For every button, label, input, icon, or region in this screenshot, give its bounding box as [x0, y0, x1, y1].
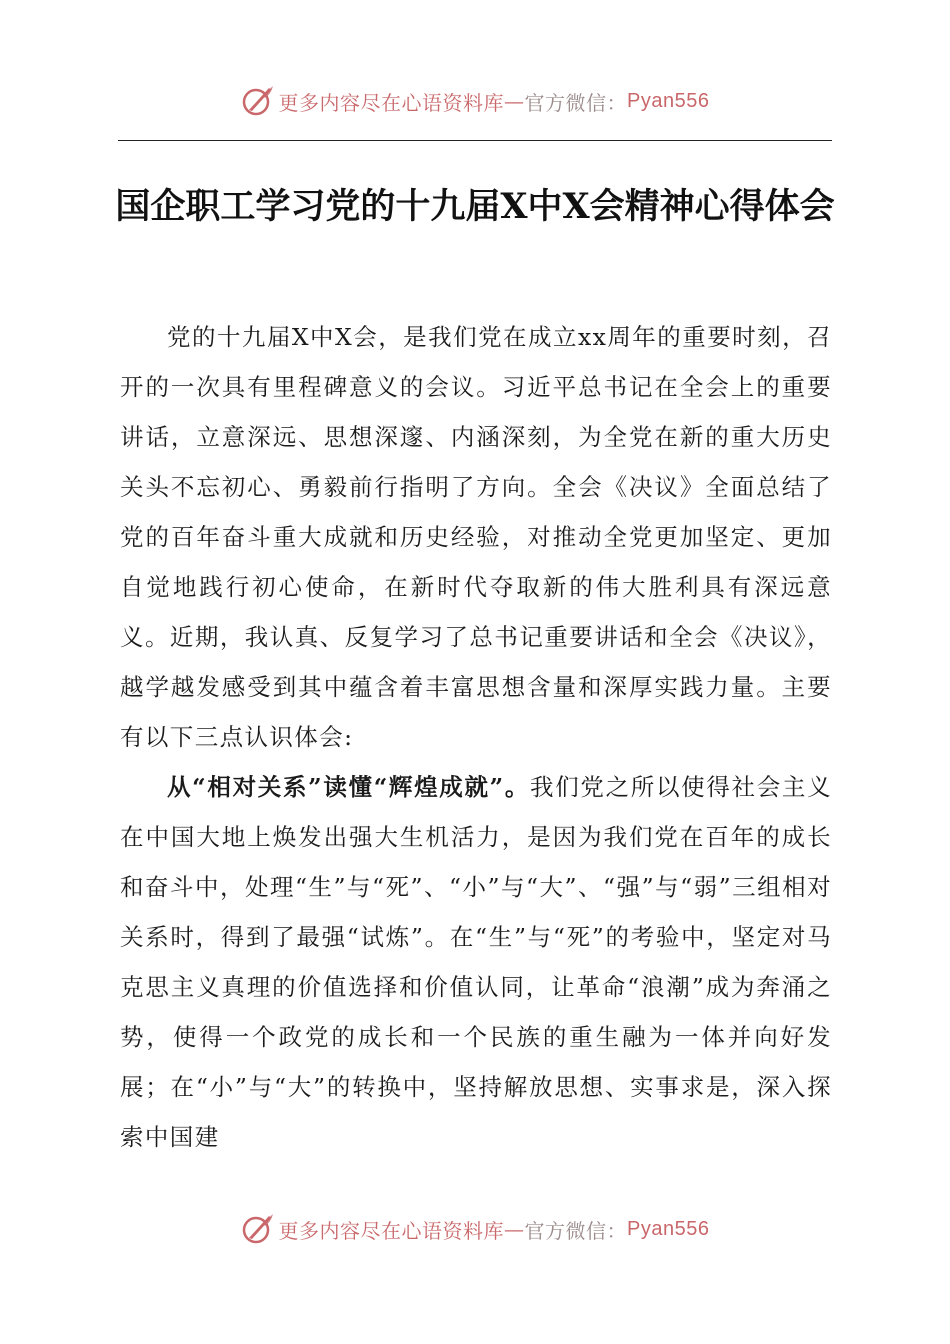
footer-watermark — [0, 1212, 950, 1246]
header-watermark — [0, 84, 950, 118]
watermark-separator: — — [504, 1217, 525, 1241]
document-title: 国企职工学习党的十九届X中X会精神心得体会 — [115, 186, 835, 227]
quill-logo-icon — [241, 1212, 275, 1246]
watermark-separator: — — [504, 89, 525, 113]
paragraph-intro — [120, 312, 832, 762]
watermark-text: 更多内容尽在心语资料库 — [278, 1218, 505, 1243]
watermark-id: Pyan556 — [627, 89, 710, 112]
quill-logo-icon — [241, 84, 275, 118]
watermark-label: 官方微信： — [524, 1218, 628, 1243]
paragraph-text: 党的十九届X中X会，是我们党在成立xx周年的重要时刻，召开的一次具有里程碑意义的会议。习近平总书记在全会上的重要讲话，立意深远、思想深邃、内涵深刻，为全党在新的重大历史关头不忘初心、勇毅前行指明了方向。全会《决议》全面总结了党的百年奋斗重大成就和历史经验，对推动全党更加坚定、更加自觉地践行初心使命，在新时代夺取新的伟大胜利具有深远意义。近期，我认真、反复学习了总书记重要讲话和全会《决议》，越学越发感受到其中蕴含着丰富思想含量和深厚实践力量。主要有以下三点认识体会: — [120, 323, 832, 751]
document-body — [120, 312, 832, 1162]
header-divider — [118, 140, 832, 141]
paragraph-text: 我们党之所以使得社会主义在中国大地上焕发出强大生机活力，是因为我们党在百年的成长和奋斗中，处理“生”与“死”、“小”与“大”、“强”与“弱”三组相对关系时，得到了最强“试炼”。在“生”与“死”的考验中，坚定对马克思主义真理的价值选择和价值认同，让革命“浪潮”成为奔涌之势，使得一个政党的成长和一个民族的重生融为一体并向好发展；在“小”与“大”的转换中，坚持解放思想、实事求是，深入探索中国建 — [120, 773, 832, 1151]
paragraph-section-1 — [120, 762, 832, 1162]
watermark-label: 官方微信： — [524, 90, 628, 115]
watermark-text: 更多内容尽在心语资料库 — [278, 90, 505, 115]
watermark-id: Pyan556 — [627, 1217, 710, 1240]
section-heading: 从“相对关系”读懂“辉煌成就”。 — [167, 773, 531, 801]
